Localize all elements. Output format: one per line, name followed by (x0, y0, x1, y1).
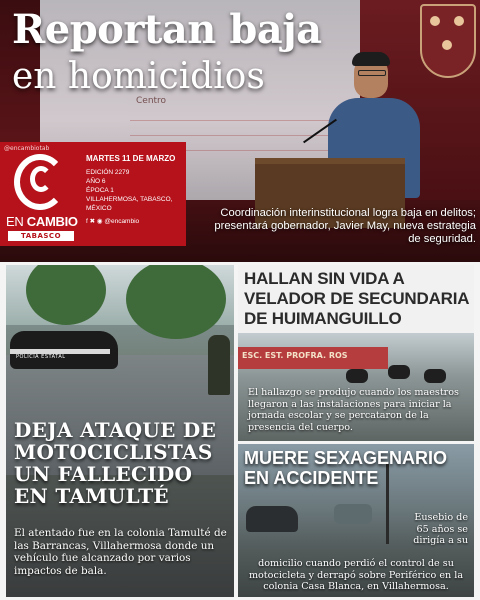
story-tamulte[interactable] (6, 265, 234, 597)
logo-mark (30, 166, 52, 192)
masthead (0, 142, 186, 246)
school-wall-text: ESC. EST. PROFRA. ROS (242, 351, 348, 360)
issue-date: MARTES 11 DE MARZO (86, 154, 176, 163)
year-number: AÑO 6 (86, 178, 106, 185)
story-huimanguillo-body: El hallazgo se produjo cuando los maestros llegaron a las instalaciones para iniciar la jornada escolar y se percataron de la presencia del cuerpo. (248, 387, 459, 433)
location: VILLAHERMOSA, TABASCO, (86, 196, 173, 203)
main-headline-line1[interactable]: Reportan baja (12, 6, 322, 53)
edition-info (86, 154, 175, 225)
motorcycle (424, 369, 446, 383)
story-tamulte-headline[interactable]: DEJA ATAQUE DE MOTOCICLISTAS UN FALLECIDO EN TAMULTÉ (14, 418, 217, 508)
motorcycle (388, 365, 410, 379)
brand-name (6, 214, 78, 229)
story-huimanguillo[interactable] (238, 265, 474, 441)
story-huimanguillo-headline[interactable]: HALLAN SIN VIDA A VELADOR DE SECUNDARIA DE HUIMANGUILLO (244, 269, 469, 328)
main-headline-line2[interactable]: en homicidios (12, 56, 265, 97)
story-accident-body-top: Eusebio de 65 años se dirigía a su (413, 512, 468, 546)
police-officer (208, 335, 230, 395)
edition-number: EDICIÓN 2279 (86, 169, 130, 176)
police-car-label: POLICÍA ESTATAL (16, 354, 66, 360)
car (246, 506, 298, 532)
screen-word: Centro (136, 96, 167, 106)
story-tamulte-body: El atentado fue en la colonia Tamulté de las Barrancas, Villahermosa donde un vehículo fue alcanzado por varios impactos de bala. (14, 527, 227, 577)
epoch-number: ÉPOCA 1 (86, 187, 114, 194)
car (334, 504, 372, 524)
brand-prefix: EN (6, 214, 24, 229)
story-accident-headline[interactable]: MUERE SEXAGENARIO EN ACCIDENTE (244, 448, 448, 488)
social-icons: f ✖ ◉ (86, 218, 103, 225)
social-handle-text: @encambio (104, 218, 140, 225)
top-handle: @encambiotab (4, 145, 50, 152)
brand-state: TABASCO (8, 231, 74, 241)
motorcycle (346, 369, 368, 383)
story-accident-body-bottom: domicilio cuando perdió el control de su motocicleta y derrapó sobre Periférico en la colonia Casa Blanca, en Villahermosa. (248, 558, 464, 592)
tree (126, 265, 226, 339)
social-handle[interactable] (86, 217, 175, 225)
country: MÉXICO (86, 205, 112, 212)
story-accident[interactable] (238, 444, 474, 597)
main-story-caption: Coordinación interinstitucional logra baja en delitos; presentará gobernador, Javier May, nueva estrategia de seguridad. (214, 207, 476, 245)
brand-main: CAMBIO (26, 214, 78, 229)
